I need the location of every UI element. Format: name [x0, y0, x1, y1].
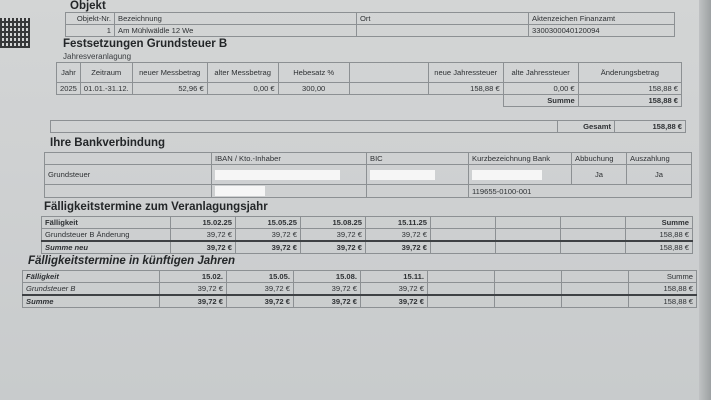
datamatrix-code: [0, 18, 30, 48]
bank-table: [44, 152, 692, 198]
date-3: 15.08.: [294, 271, 361, 283]
summe-header: Summe: [626, 217, 693, 229]
header-aktenzeichen: Aktenzeichen Finanzamt: [529, 13, 675, 25]
header-empty: [349, 63, 428, 83]
gesamt-value: 158,88 €: [615, 121, 686, 133]
amount: 39,72 €: [294, 295, 361, 308]
objekt-bezeichnung: Am Mühlwäldle 12 We: [115, 25, 357, 37]
row-label: Summe neu: [42, 241, 171, 254]
header-alte-jahressteuer: alte Jahressteuer: [503, 63, 578, 83]
date-2: 15.05.25: [236, 217, 301, 229]
cell-neue-jahressteuer: 158,88 €: [428, 83, 503, 95]
amount: 39,72 €: [294, 283, 361, 296]
date-4: 15.11.25: [366, 217, 431, 229]
amount: 39,72 €: [160, 295, 227, 308]
row-label: Grundsteuer B Änderung: [42, 229, 171, 242]
bank-row-label: Grundsteuer: [45, 165, 212, 185]
header-jahr: Jahr: [57, 63, 81, 83]
faelligkeit-jahr-table: [41, 216, 693, 254]
cell-neuer-messbetrag: 52,96 €: [132, 83, 207, 95]
cell-zeitraum: 01.01.-31.12.: [80, 83, 132, 95]
header-neue-jahressteuer: neue Jahressteuer: [428, 63, 503, 83]
amount: 39,72 €: [227, 283, 294, 296]
faelligkeit-header: Fälligkeit: [42, 217, 171, 229]
faelligkeit-jahr-title: Fälligkeitstermine zum Veranlagungsjahr: [44, 201, 268, 213]
row-summe: 158,88 €: [629, 295, 697, 308]
kto-inhaber-redacted: [212, 185, 367, 198]
paper-edge: [699, 0, 711, 400]
bic-redacted: [367, 165, 469, 185]
header-hebesatz: Hebesatz %: [278, 63, 349, 83]
amount: 39,72 €: [366, 241, 431, 254]
header-alter-messbetrag: alter Messbetrag: [207, 63, 278, 83]
header-ort: Ort: [357, 13, 529, 25]
cell-empty: [349, 83, 428, 95]
amount: 39,72 €: [236, 229, 301, 242]
header-aenderungsbetrag: Änderungsbetrag: [578, 63, 681, 83]
row-summe: 158,88 €: [626, 241, 693, 254]
cell-alte-jahressteuer: 0,00 €: [503, 83, 578, 95]
row-summe: 158,88 €: [629, 283, 697, 296]
amount: 39,72 €: [171, 241, 236, 254]
bank-reference: 119655-0100-001: [469, 185, 692, 198]
date-3: 15.08.25: [301, 217, 366, 229]
amount: 39,72 €: [171, 229, 236, 242]
date-4: 15.11.: [361, 271, 428, 283]
summe-value: 158,88 €: [578, 95, 681, 107]
faelligkeit-header: Fälligkeit: [23, 271, 160, 283]
amount: 39,72 €: [366, 229, 431, 242]
header-neuer-messbetrag: neuer Messbetrag: [132, 63, 207, 83]
bank-title: Ihre Bankverbindung: [50, 137, 166, 149]
date-1: 15.02.: [160, 271, 227, 283]
festsetzungen-title: Festsetzungen Grundsteuer B: [63, 38, 228, 50]
amount: 39,72 €: [301, 229, 366, 242]
amount: 39,72 €: [227, 295, 294, 308]
header-kurzbezeichnung: Kurzbezeichnung Bank: [469, 153, 572, 165]
festsetzungen-table: [56, 62, 682, 107]
header-zeitraum: Zeitraum: [80, 63, 132, 83]
amount: 39,72 €: [361, 283, 428, 296]
cell-aenderungsbetrag: 158,88 €: [578, 83, 681, 95]
amount: 39,72 €: [301, 241, 366, 254]
abbuchung-value: Ja: [572, 165, 627, 185]
header-abbuchung: Abbuchung: [572, 153, 627, 165]
row-label: Grundsteuer B: [23, 283, 160, 296]
objekt-nr: 1: [66, 25, 115, 37]
faelligkeit-kuenftig-table: [22, 270, 697, 308]
iban-redacted: [212, 165, 367, 185]
header-auszahlung: Auszahlung: [627, 153, 692, 165]
row-label: Summe: [23, 295, 160, 308]
gesamt-table: [50, 120, 686, 133]
bank-name-redacted: [469, 165, 572, 185]
summe-label: Summe: [503, 95, 578, 107]
date-2: 15.05.: [227, 271, 294, 283]
cell-alter-messbetrag: 0,00 €: [207, 83, 278, 95]
festsetzungen-subtitle: Jahresveranlagung: [63, 52, 132, 61]
summe-header: Summe: [629, 271, 697, 283]
objekt-table: [65, 12, 675, 37]
auszahlung-value: Ja: [627, 165, 692, 185]
cell-jahr: 2025: [57, 83, 81, 95]
amount: 39,72 €: [361, 295, 428, 308]
date-1: 15.02.25: [171, 217, 236, 229]
objekt-title: Objekt: [70, 0, 106, 12]
header-objekt-nr: Objekt-Nr.: [66, 13, 115, 25]
faelligkeit-kuenftig-title: Fälligkeitstermine in künftigen Jahren: [28, 255, 236, 267]
amount: 39,72 €: [236, 241, 301, 254]
objekt-ort: [357, 25, 529, 37]
objekt-aktenzeichen: 3300300040120094: [529, 25, 675, 37]
amount: 39,72 €: [160, 283, 227, 296]
cell-hebesatz: 300,00: [278, 83, 349, 95]
gesamt-label: Gesamt: [558, 121, 615, 133]
row-summe: 158,88 €: [626, 229, 693, 242]
header-bezeichnung: Bezeichnung: [115, 13, 357, 25]
header-bic: BIC: [367, 153, 469, 165]
header-iban: IBAN / Kto.-Inhaber: [212, 153, 367, 165]
